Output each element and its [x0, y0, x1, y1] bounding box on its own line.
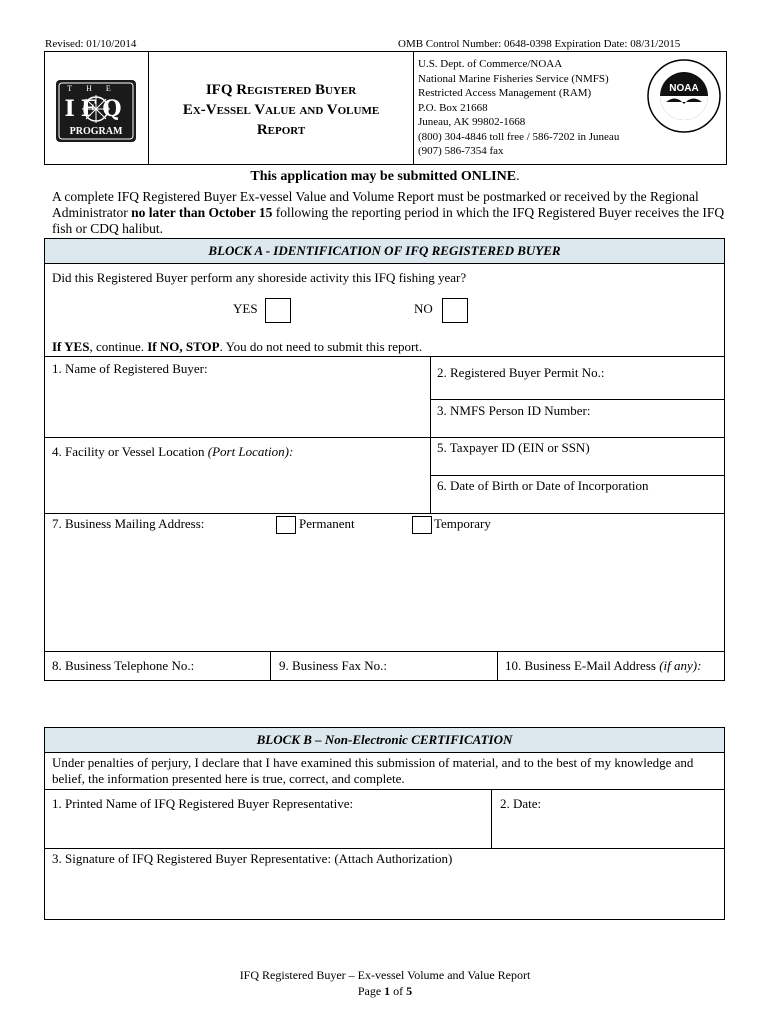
facility-label-italic: (Port Location):	[207, 444, 294, 459]
online-notice	[0, 169, 770, 185]
title-line-3: Report	[256, 122, 306, 138]
online-notice-bold: This application may be submitted ONLINE	[250, 169, 517, 184]
email-label-italic: (if any):	[659, 658, 702, 673]
intro-text-1: A complete IFQ Registered Buyer Ex-vessel Value and Volume Report must be postmarked or received by the Regional Administrator	[52, 189, 699, 220]
page-of: of	[390, 984, 407, 998]
permit-no-input[interactable]	[432, 381, 723, 398]
block-b-title: BLOCK B – Non-Electronic CERTIFICATION	[45, 728, 724, 753]
field-email	[505, 658, 701, 674]
block-a-title: BLOCK A - IDENTIFICATION OF IFQ REGISTERED BUYER	[45, 239, 724, 264]
noaa-seal-text: NOAA	[669, 83, 699, 94]
temporary-checkbox[interactable]	[412, 516, 432, 534]
permanent-label: Permanent	[299, 516, 355, 531]
title-line-1: IFQ Registered Buyer	[205, 82, 357, 98]
page-prefix: Page	[357, 984, 385, 998]
shoreside-question: Did this Registered Buyer perform any shoreside activity this IFQ fishing year?	[52, 270, 467, 285]
agency-address	[418, 57, 619, 159]
field-dob: 6. Date of Birth or Date of Incorporation	[437, 478, 649, 493]
date-input[interactable]	[493, 812, 723, 846]
yes-checkbox[interactable]	[265, 298, 291, 323]
no-checkbox[interactable]	[442, 298, 468, 323]
field-mailing-address: 7. Business Mailing Address:	[52, 516, 205, 531]
instr-mid: , continue.	[89, 339, 148, 354]
intro-text-2: following the reporting period in which the IFQ Registered Buyer receives the IFQ fish or CDQ halibut.	[52, 205, 725, 236]
agency-line: Juneau, AK 99802-1668	[418, 116, 526, 128]
field-printed-name: 1. Printed Name of IFQ Registered Buyer Representative:	[52, 796, 354, 811]
mailing-address-input[interactable]	[46, 536, 723, 650]
field-signature: 3. Signature of IFQ Registered Buyer Representative: (Attach Authorization)	[52, 851, 453, 866]
field-telephone: 8. Business Telephone No.:	[52, 658, 195, 673]
agency-line: (800) 304-4846 toll free / 586-7202 in Juneau	[418, 130, 620, 143]
buyer-name-input[interactable]	[46, 377, 428, 435]
field-facility-location	[52, 444, 293, 460]
person-id-input[interactable]	[432, 419, 723, 436]
agency-line: U.S. Dept. of Commerce/NOAA	[418, 58, 563, 70]
no-label: NO	[414, 301, 433, 316]
email-label: 10. Business E-Mail Address	[505, 658, 660, 673]
field-buyer-name: 1. Name of Registered Buyer:	[52, 361, 208, 376]
dob-input[interactable]	[432, 494, 723, 512]
taxpayer-id-input[interactable]	[432, 456, 723, 474]
temporary-label: Temporary	[434, 516, 491, 531]
facility-label: 4. Facility or Vessel Location	[52, 444, 208, 459]
form-title	[150, 80, 412, 140]
field-fax: 9. Business Fax No.:	[279, 658, 387, 673]
revised-date: Revised: 01/10/2014	[45, 38, 137, 50]
yes-label: YES	[233, 301, 258, 316]
logo-the: THE	[67, 84, 125, 93]
logo-ifq: IFQ	[64, 96, 128, 122]
field-taxpayer-id: 5. Taxpayer ID (EIN or SSN)	[437, 440, 590, 455]
field-date: 2. Date:	[500, 796, 542, 811]
signature-input[interactable]	[46, 868, 723, 918]
footer-title: IFQ Registered Buyer – Ex-vessel Volume and Value Report	[239, 968, 531, 982]
perjury-declaration: Under penalties of perjury, I declare that I have examined this submission of material, and to the best of my knowledge and belief, the information presented here is true, correct, and complete.	[52, 755, 694, 786]
ifq-program-logo	[56, 80, 136, 142]
intro-paragraph	[52, 189, 732, 237]
facility-location-input[interactable]	[46, 460, 428, 512]
shoreside-instruction	[52, 339, 422, 355]
page-total: 5	[406, 984, 413, 998]
noaa-seal	[646, 58, 722, 134]
printed-name-input[interactable]	[46, 812, 489, 846]
title-line-2: Ex-Vessel Value and Volume	[182, 102, 380, 118]
page-current: 1	[384, 984, 391, 998]
omb-control: OMB Control Number: 0648-0398 Expiration Date: 08/31/2015	[398, 38, 681, 50]
field-person-id: 3. NMFS Person ID Number:	[437, 403, 591, 418]
online-notice-period: .	[516, 169, 520, 184]
agency-line: Restricted Access Management (RAM)	[418, 87, 592, 99]
instr-yes: If YES	[52, 339, 90, 354]
instr-end: . You do not need to submit this report.	[219, 339, 423, 354]
agency-line: P.O. Box 21668	[418, 101, 488, 114]
agency-line: National Marine Fisheries Service (NMFS)	[418, 72, 609, 85]
instr-no: If NO, STOP	[147, 339, 220, 354]
intro-deadline: no later than October 15	[131, 205, 273, 220]
field-permit-no: 2. Registered Buyer Permit No.:	[437, 365, 605, 380]
logo-program: PROGRAM	[69, 126, 123, 137]
page-number	[0, 984, 770, 999]
agency-line: (907) 586-7354 fax	[418, 145, 504, 157]
permanent-checkbox[interactable]	[276, 516, 296, 534]
